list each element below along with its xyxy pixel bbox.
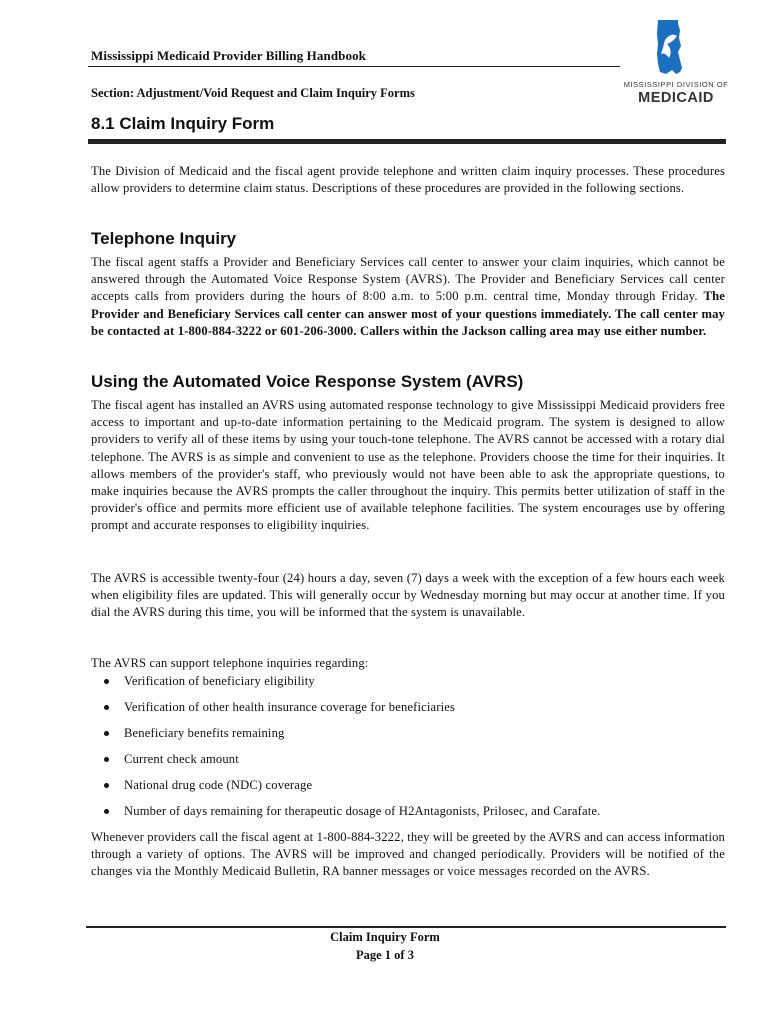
bullet-icon (104, 731, 109, 736)
mississippi-state-icon (620, 14, 732, 80)
list-item: National drug code (NDC) coverage (104, 775, 724, 801)
intro-paragraph: The Division of Medicaid and the fiscal agent provide telephone and written claim inquiry processes. These procedures allow providers to determine claim status. Descriptions of these procedures are provided in the following sections. (91, 164, 725, 196)
avrs-list-intro: The AVRS can support telephone inquiries regarding: (91, 656, 369, 670)
title-divider (88, 139, 726, 144)
bullet-icon (104, 679, 109, 684)
logo-text-main: MEDICAID (638, 90, 714, 106)
logo-text-top: MISSISSIPPI DIVISION OF (623, 80, 729, 89)
bullet-icon (104, 809, 109, 814)
telephone-bold-text: The Provider and Beneficiary Services call center can answer most of your questions immediately. The call center may be contacted at 1-800-884-3222 or 601-206-3000. Callers within the Jackson calling area may use either number. (91, 289, 725, 338)
list-item: Verification of beneficiary eligibility (104, 671, 724, 697)
list-item: Verification of other health insurance coverage for beneficiaries (104, 697, 724, 723)
telephone-paragraph (91, 254, 725, 340)
list-item: Current check amount (104, 749, 724, 775)
bullet-icon (104, 783, 109, 788)
header-divider (88, 66, 620, 67)
avrs-inquiry-list (104, 671, 724, 827)
page-number: Page 1 of 3 (356, 948, 414, 962)
list-item: Number of days remaining for therapeutic dosage of H2Antagonists, Prilosec, and Carafate. (104, 801, 724, 827)
bullet-icon (104, 757, 109, 762)
bullet-icon (104, 705, 109, 710)
avrs-heading: Using the Automated Voice Response System (AVRS) (91, 372, 524, 391)
handbook-title: Mississippi Medicaid Provider Billing Handbook (91, 48, 367, 63)
avrs-paragraph-3: Whenever providers call the fiscal agent at 1-800-884-3222, they will be greeted by the AVRS and can access information through a variety of options. The AVRS will be improved and changed periodically. Providers will be notified of the changes via the Monthly Medicaid Bulletin, RA banner messages or voice messages recorded on the AVRS. (91, 830, 725, 879)
section-label: Section: Adjustment/Void Request and Claim Inquiry Forms (91, 86, 415, 100)
telephone-heading: Telephone Inquiry (91, 229, 237, 248)
page-title: 8.1 Claim Inquiry Form (91, 114, 275, 133)
medicaid-logo (620, 14, 732, 112)
avrs-paragraph-1: The fiscal agent has installed an AVRS using automated response technology to give Mississippi Medicaid providers free access to important and up-to-date information pertaining to the Medicaid program. The system is designed to allow providers to verify all of these items by using your touch-tone telephone. The AVRS cannot be accessed with a rotary dial telephone. The AVRS is as simple and convenient to use as the telephone. Providers choose the time for their inquiries. It allows members of the provider's staff, who previously would not have been able to ask the appropriate questions, to make inquiries because the AVRS prompts the caller throughout the inquiry. This permits better utilization of staff in the provider's office and permits more efficient use of available telephone facilities. The system encourages use by offering prompt and accurate responses to eligibility inquiries. (91, 398, 725, 533)
telephone-text: The fiscal agent staffs a Provider and Beneficiary Services call center to answer your claim inquiries, which cannot be answered through the Automated Voice Response System (AVRS). The Provider and Beneficiary Services call center accepts calls from providers during the hours of 8:00 a.m. to 5:00 p.m. central time, Monday through Friday. (91, 255, 725, 304)
list-item: Beneficiary benefits remaining (104, 723, 724, 749)
footer-title: Claim Inquiry Form (330, 930, 440, 944)
avrs-paragraph-2: The AVRS is accessible twenty-four (24) hours a day, seven (7) days a week with the exception of a few hours each week when eligibility files are updated. This will generally occur by Wednesday morning but may occur at another time. If you dial the AVRS during this time, you will be informed that the system is unavailable. (91, 571, 725, 620)
footer-divider (86, 926, 726, 928)
